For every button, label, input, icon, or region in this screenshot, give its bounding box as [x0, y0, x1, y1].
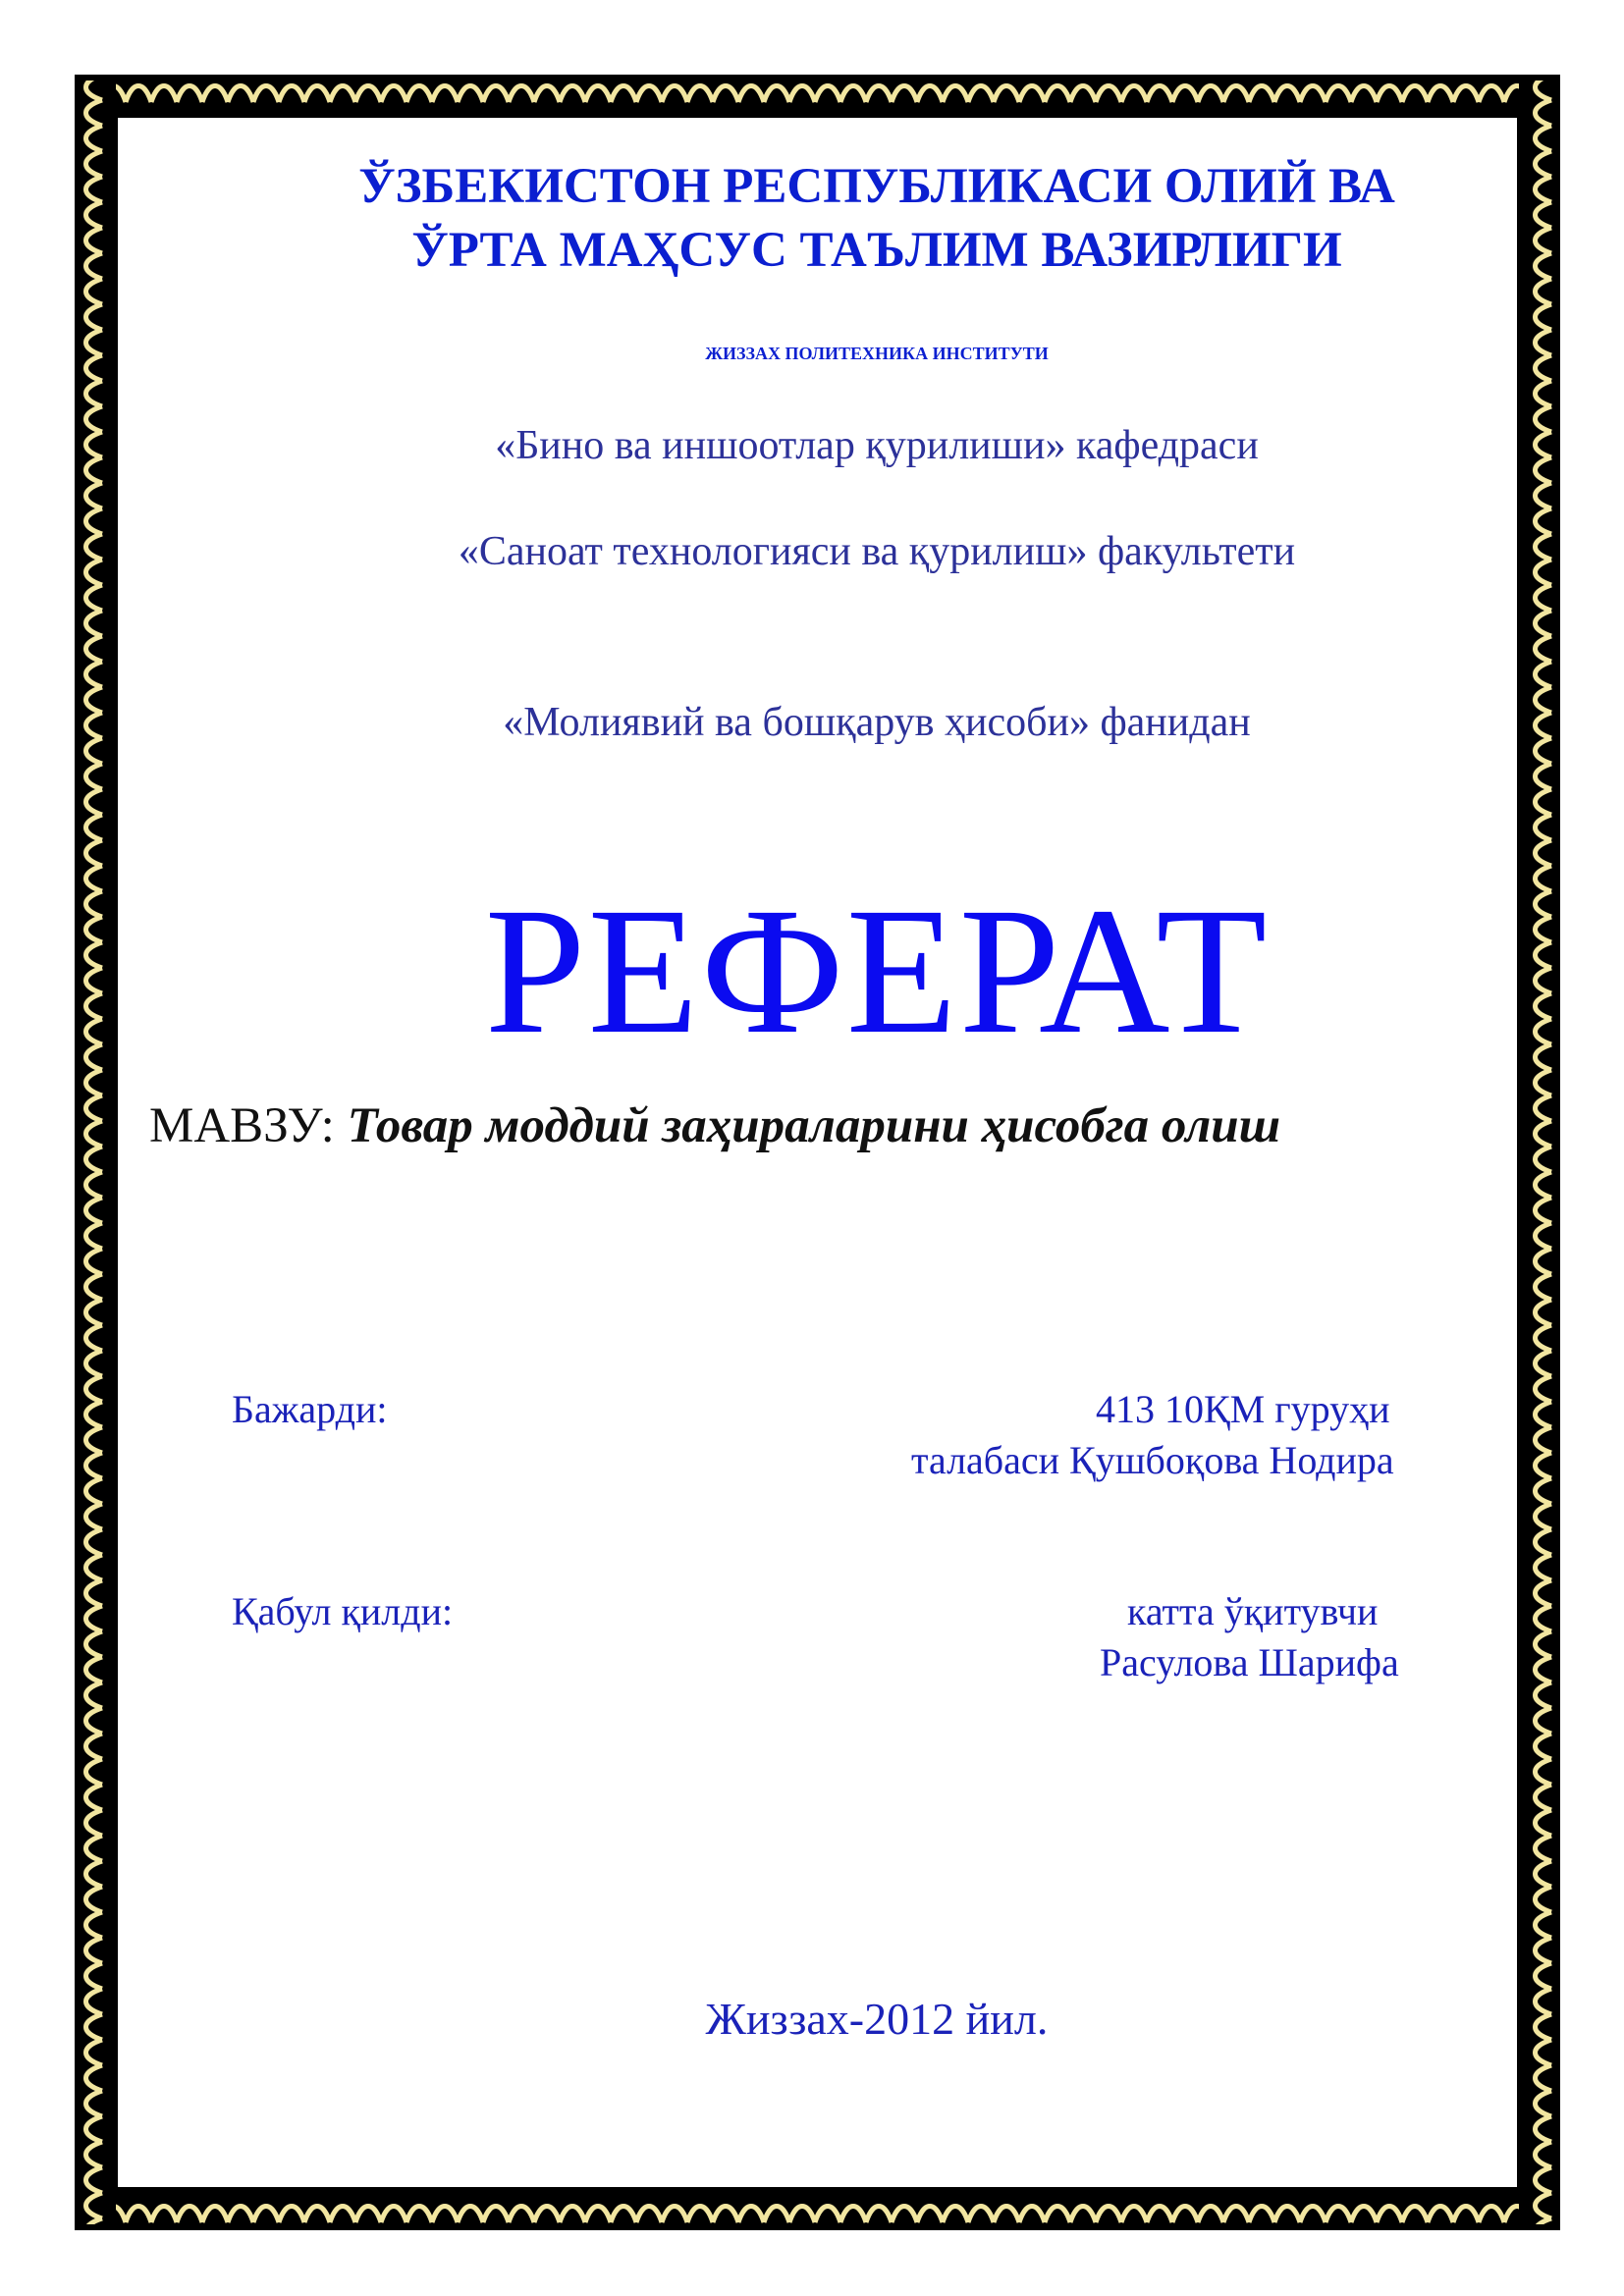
student-group: 413 10ҚМ гуруҳи — [1096, 1387, 1390, 1431]
topic-line — [149, 1097, 1280, 1154]
student-name: талабаси Қушбоқова Нодира — [911, 1438, 1394, 1482]
subject-name: «Молиявий ва бошқарув ҳисоби» фанидан — [503, 700, 1251, 745]
teacher-name: Расулова Шарифа — [1100, 1640, 1399, 1684]
ministry-title-line-1: ЎЗБЕКИСТОН РЕСПУБЛИКАСИ ОЛИЙ ВА — [358, 159, 1395, 214]
accepted-by-label: Қабул қилди: — [232, 1589, 454, 1633]
done-by-label: Бажарди: — [232, 1387, 388, 1431]
place-and-year: Жиззах-2012 йил. — [705, 1994, 1049, 2044]
ministry-title — [244, 155, 1510, 283]
department-name: «Бино ва иншоотлар қурилиши» кафедраси — [495, 423, 1259, 468]
faculty-name: «Саноат технологияси ва қурилиш» факультети — [458, 529, 1296, 574]
ministry-title-line-2: ЎРТА МАҲСУС ТАЪЛИМ ВАЗИРЛИГИ — [411, 223, 1342, 278]
document-type-title: РЕФЕРАТ — [484, 871, 1270, 1072]
teacher-position: катта ўқитувчи — [1127, 1589, 1379, 1633]
institute-name: ЖИЗЗАХ ПОЛИТЕХНИКА ИНСТИТУТИ — [705, 344, 1049, 363]
topic-label: МАВЗУ: — [149, 1098, 348, 1153]
topic-title: Товар моддий заҳираларини ҳисобга олиш — [347, 1098, 1281, 1153]
